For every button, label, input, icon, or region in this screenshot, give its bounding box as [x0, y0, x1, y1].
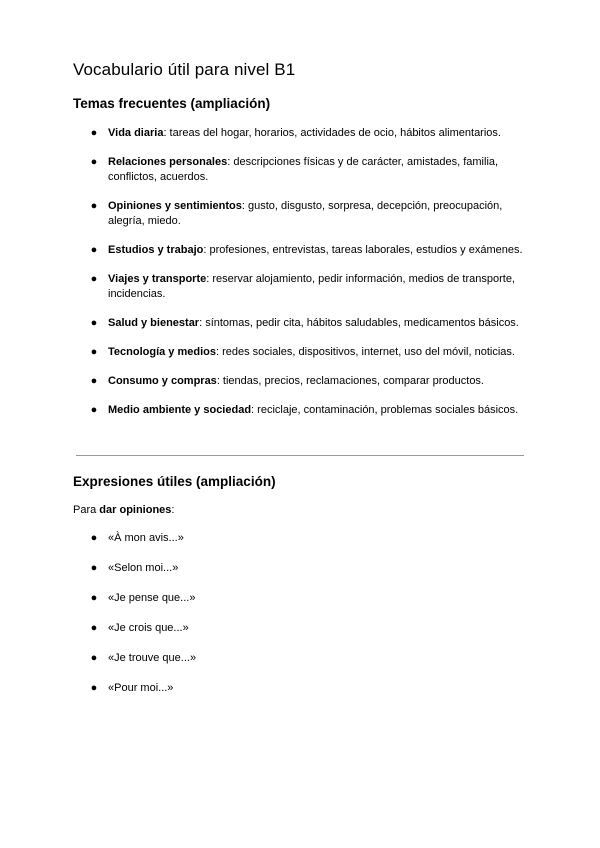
- horizontal-divider: [76, 455, 524, 456]
- list-item-desc: : redes sociales, dispositivos, internet, uso del móvil, noticias.: [216, 346, 515, 358]
- list-item-desc: : síntomas, pedir cita, hábitos saludables, medicamentos básicos.: [199, 317, 519, 329]
- list-item: [0, 651, 528, 666]
- list-item: [0, 272, 528, 302]
- list-item-term: Opiniones y sentimientos: [108, 200, 242, 212]
- bullet-icon: ●: [90, 244, 98, 256]
- expressions-intro: [73, 504, 174, 516]
- bullet-icon: ●: [90, 652, 98, 664]
- expression-text: «Je crois que...»: [108, 622, 189, 634]
- bullet-icon: ●: [90, 127, 98, 139]
- list-item: [0, 155, 528, 185]
- list-item: [0, 681, 528, 696]
- section-heading-topics: Temas frecuentes (ampliación): [73, 96, 271, 111]
- bullet-icon: ●: [90, 404, 98, 416]
- list-item-desc: : reservar alojamiento, pedir información, medios de transporte, incidencias.: [108, 273, 515, 300]
- list-item: [0, 621, 528, 636]
- expression-text: «Je trouve que...»: [108, 652, 197, 664]
- list-item: [0, 126, 528, 141]
- expression-text: «Je pense que...»: [108, 592, 196, 604]
- list-item: [0, 199, 528, 229]
- list-item: [0, 591, 528, 606]
- bullet-icon: ●: [90, 532, 98, 544]
- list-item-desc: : reciclaje, contaminación, problemas sociales básicos.: [251, 404, 519, 416]
- bullet-icon: ●: [90, 156, 98, 168]
- section-heading-expressions: Expresiones útiles (ampliación): [73, 474, 276, 489]
- list-item: [0, 316, 528, 331]
- list-item: [0, 531, 528, 546]
- list-item-term: Estudios y trabajo: [108, 244, 204, 256]
- list-item-term: Vida diaria: [108, 127, 164, 139]
- list-item-term: Relaciones personales: [108, 156, 228, 168]
- list-item-term: Salud y bienestar: [108, 317, 200, 329]
- page-title: Vocabulario útil para nivel B1: [73, 60, 296, 79]
- list-item: [0, 561, 528, 576]
- bullet-icon: ●: [90, 592, 98, 604]
- intro-suffix: :: [171, 504, 175, 516]
- list-item-desc: : gusto, disgusto, sorpresa, decepción, preocupación, alegría, miedo.: [108, 200, 503, 227]
- list-item-term: Viajes y transporte: [108, 273, 207, 285]
- list-item: [0, 403, 528, 418]
- bullet-icon: ●: [90, 346, 98, 358]
- intro-bold: dar opiniones: [99, 504, 172, 516]
- bullet-icon: ●: [90, 622, 98, 634]
- topics-list: [0, 126, 528, 432]
- list-item: [0, 243, 528, 258]
- list-item-desc: : tareas del hogar, horarios, actividades de ocio, hábitos alimentarios.: [163, 127, 501, 139]
- bullet-icon: ●: [90, 200, 98, 212]
- expression-text: «Pour moi...»: [108, 682, 174, 694]
- list-item-term: Tecnología y medios: [108, 346, 216, 358]
- list-item-term: Consumo y compras: [108, 375, 217, 387]
- expressions-list: [0, 531, 528, 711]
- bullet-icon: ●: [90, 682, 98, 694]
- bullet-icon: ●: [90, 317, 98, 329]
- list-item-desc: : descripciones físicas y de carácter, amistades, familia, conflictos, acuerdos.: [108, 156, 499, 183]
- bullet-icon: ●: [90, 273, 98, 285]
- expression-text: «Selon moi...»: [108, 562, 179, 574]
- intro-prefix: Para: [73, 504, 100, 516]
- list-item-term: Medio ambiente y sociedad: [108, 404, 252, 416]
- expression-text: «À mon avis...»: [108, 532, 184, 544]
- bullet-icon: ●: [90, 562, 98, 574]
- list-item: [0, 374, 528, 389]
- list-item-desc: : profesiones, entrevistas, tareas laborales, estudios y exámenes.: [203, 244, 523, 256]
- list-item-desc: : tiendas, precios, reclamaciones, comparar productos.: [216, 375, 484, 387]
- bullet-icon: ●: [90, 375, 98, 387]
- list-item: [0, 345, 528, 360]
